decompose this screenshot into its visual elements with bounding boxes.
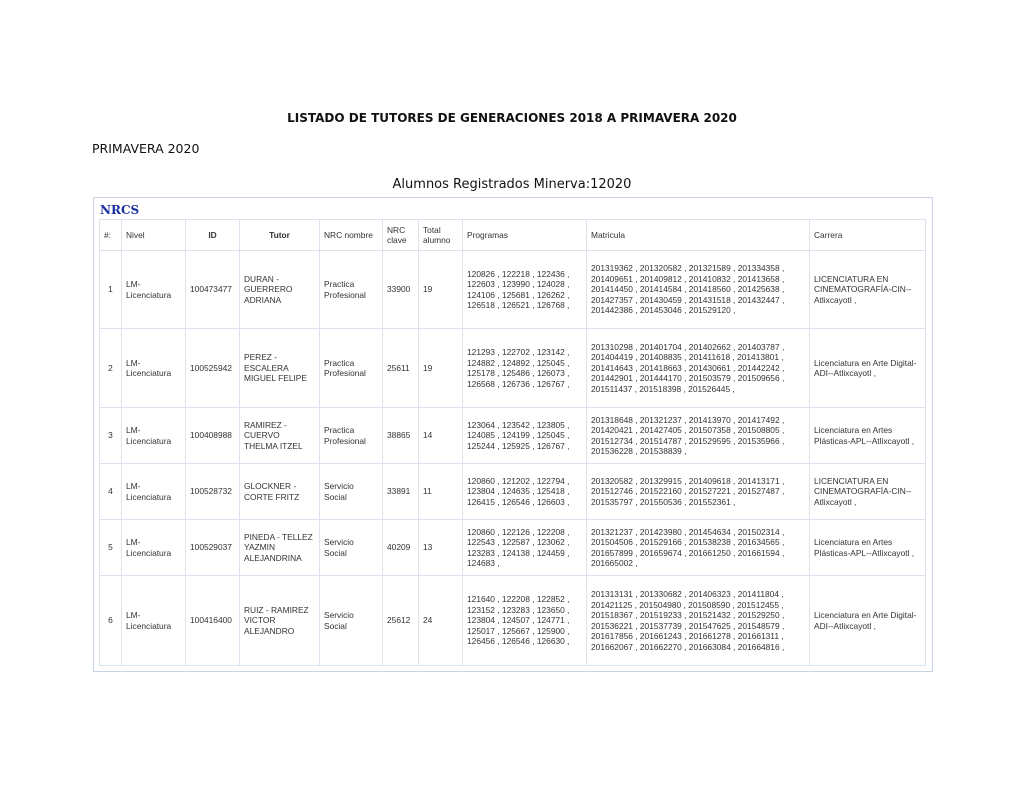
row-programas: 120826 , 122218 , 122436 , 122603 , 123990 , 124028 , 124106 , 125681 , 126262 , 126518 , 126521 , 126768 , [462, 250, 586, 328]
table-row [99, 463, 926, 519]
table-row [99, 250, 926, 328]
header-num: #: [99, 219, 121, 250]
row-nivel: LM-Licenciatura [121, 328, 185, 407]
row-nrc-clave: 38865 [382, 407, 418, 463]
row-num: 4 [99, 463, 121, 519]
row-carrera: LICENCIATURA EN CINEMATOGRAFÍA-CIN--Atlixcayotl , [809, 463, 926, 519]
table-row [99, 575, 926, 666]
row-num: 5 [99, 519, 121, 575]
row-nrc-nombre: Servicio Social [319, 575, 382, 666]
row-nrc-nombre: Practica Profesional [319, 250, 382, 328]
row-nivel: LM-Licenciatura [121, 463, 185, 519]
row-id: 100408988 [185, 407, 239, 463]
row-nivel: LM-Licenciatura [121, 575, 185, 666]
row-total: 11 [418, 463, 462, 519]
table-row [99, 328, 926, 407]
row-carrera: Licenciatura en Artes Plásticas-APL--Atlixcayotl , [809, 407, 926, 463]
row-programas: 120860 , 122126 , 122208 , 122543 , 122587 , 123062 , 123283 , 124138 , 124459 , 124683 , [462, 519, 586, 575]
panel-title: NRCS [100, 203, 140, 217]
header-tutor: Tutor [239, 219, 319, 250]
row-tutor: PEREZ - ESCALERA MIGUEL FELIPE [239, 328, 319, 407]
row-total: 13 [418, 519, 462, 575]
row-total: 19 [418, 328, 462, 407]
term-label: PRIMAVERA 2020 [92, 141, 200, 156]
row-id: 100525942 [185, 328, 239, 407]
header-nivel: Nivel [121, 219, 185, 250]
row-nrc-clave: 40209 [382, 519, 418, 575]
row-nrc-clave: 25611 [382, 328, 418, 407]
table-row [99, 407, 926, 463]
row-tutor: DURAN - GUERRERO ADRIANA [239, 250, 319, 328]
header-total: Total alumno [418, 219, 462, 250]
registered-students-subtitle: Alumnos Registrados Minerva:12020 [392, 177, 632, 192]
row-total: 24 [418, 575, 462, 666]
row-carrera: LICENCIATURA EN CINEMATOGRAFÍA-CIN--Atlixcayotl , [809, 250, 926, 328]
table-header-row [99, 219, 926, 250]
row-carrera: Licenciatura en Artes Plásticas-APL--Atlixcayotl , [809, 519, 926, 575]
row-tutor: GLOCKNER - CORTE FRITZ [239, 463, 319, 519]
row-matricula: 201321237 , 201423980 , 201454634 , 201502314 , 201504506 , 201529166 , 201538238 , 201634565 , 201657899 , 201659674 , 201661250 , 201661594 , 201665002 , [586, 519, 809, 575]
header-nrc-clave: NRC clave [382, 219, 418, 250]
row-matricula: 201319362 , 201320582 , 201321589 , 201334358 , 201409651 , 201409812 , 201410832 , 201413658 , 201414450 , 201414584 , 201418560 , 201425638 , 201427357 , 201430459 , 201431518 , 201432447 , 201442386 , 201453046 , 201529120 , [586, 250, 809, 328]
row-id: 100416400 [185, 575, 239, 666]
row-nivel: LM-Licenciatura [121, 250, 185, 328]
row-carrera: Licenciatura en Arte Digital-ADI--Atlixcayotl , [809, 328, 926, 407]
row-nivel: LM-Licenciatura [121, 407, 185, 463]
row-matricula: 201310298 , 201401704 , 201402662 , 201403787 , 201404419 , 201408835 , 201411618 , 201413801 , 201414643 , 201418663 , 201430661 , 201442242 , 201442901 , 201444170 , 201503579 , 201509656 , 201511437 , 201518398 , 201526445 , [586, 328, 809, 407]
row-total: 19 [418, 250, 462, 328]
row-tutor: RUIZ - RAMIREZ VICTOR ALEJANDRO [239, 575, 319, 666]
document-title: LISTADO DE TUTORES DE GENERACIONES 2018 A PRIMAVERA 2020 [287, 111, 737, 125]
row-num: 6 [99, 575, 121, 666]
row-total: 14 [418, 407, 462, 463]
row-programas: 120860 , 121202 , 122794 , 123804 , 124635 , 125418 , 126415 , 126546 , 126603 , [462, 463, 586, 519]
row-programas: 121293 , 122702 , 123142 , 124882 , 124892 , 125045 , 125178 , 125486 , 126073 , 126568 , 126736 , 126767 , [462, 328, 586, 407]
row-nrc-nombre: Servicio Social [319, 463, 382, 519]
row-id: 100529037 [185, 519, 239, 575]
row-nrc-clave: 25612 [382, 575, 418, 666]
row-programas: 123064 , 123542 , 123805 , 124085 , 124199 , 125045 , 125244 , 125925 , 126767 , [462, 407, 586, 463]
row-num: 1 [99, 250, 121, 328]
table-row [99, 519, 926, 575]
header-programas: Programas [462, 219, 586, 250]
row-nrc-clave: 33891 [382, 463, 418, 519]
row-nrc-clave: 33900 [382, 250, 418, 328]
header-id: ID [185, 219, 239, 250]
tutors-table [99, 219, 926, 666]
row-matricula: 201320582 , 201329915 , 201409618 , 201413171 , 201512746 , 201522160 , 201527221 , 201527487 , 201535797 , 201550536 , 201552361 , [586, 463, 809, 519]
row-id: 100473477 [185, 250, 239, 328]
row-nrc-nombre: Practica Profesional [319, 328, 382, 407]
row-matricula: 201313131 , 201330682 , 201406323 , 201411804 , 201421125 , 201504980 , 201508590 , 201512455 , 201518367 , 201519233 , 201521432 , 201529250 , 201536221 , 201537739 , 201547625 , 201548579 , 201617856 , 201661243 , 201661278 , 201661311 , 201662067 , 201662270 , 201663084 , 201664816 , [586, 575, 809, 666]
header-nrc-nombre: NRC nombre [319, 219, 382, 250]
row-tutor: RAMIREZ - CUERVO THELMA ITZEL [239, 407, 319, 463]
row-num: 3 [99, 407, 121, 463]
row-num: 2 [99, 328, 121, 407]
row-tutor: PINEDA - TELLEZ YAZMIN ALEJANDRINA [239, 519, 319, 575]
header-matricula: Matricula [586, 219, 809, 250]
row-carrera: Licenciatura en Arte Digital-ADI--Atlixcayotl , [809, 575, 926, 666]
row-nrc-nombre: Servicio Social [319, 519, 382, 575]
row-id: 100528732 [185, 463, 239, 519]
header-carrera: Carrera [809, 219, 926, 250]
row-nivel: LM-Licenciatura [121, 519, 185, 575]
row-programas: 121640 , 122208 , 122852 , 123152 , 123283 , 123650 , 123804 , 124507 , 124771 , 125017 , 125667 , 125900 , 126456 , 126546 , 126630 , [462, 575, 586, 666]
row-matricula: 201318648 , 201321237 , 201413970 , 201417492 , 201420421 , 201427405 , 201507358 , 201508805 , 201512734 , 201514787 , 201529595 , 201535966 , 201536228 , 201538839 , [586, 407, 809, 463]
nrcs-panel [93, 197, 933, 672]
row-nrc-nombre: Practica Profesional [319, 407, 382, 463]
